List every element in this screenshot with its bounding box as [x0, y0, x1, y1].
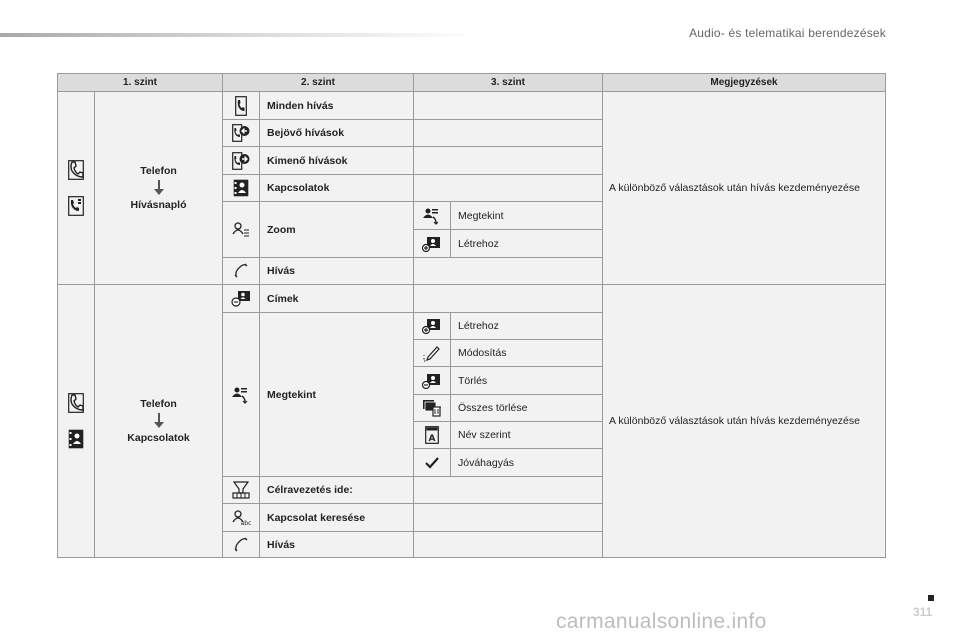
level3-delete-all: Összes törlése — [450, 394, 603, 422]
level3-edit: Módosítás — [450, 339, 603, 367]
create-icon-cell — [413, 312, 451, 340]
level1-telefon-label: Telefon — [140, 398, 177, 410]
column-header-level2: 2. szint — [222, 73, 414, 92]
edit-icon — [423, 344, 441, 362]
delete-all-icon-cell — [413, 394, 451, 422]
search-contact-icon-cell — [222, 503, 260, 532]
outgoing-calls-icon-cell — [222, 146, 260, 175]
level3-confirm: Jóváhagyás — [450, 448, 603, 477]
level3-empty — [413, 119, 603, 147]
view-contact-icon — [422, 207, 442, 225]
column-header-level3: 3. szint — [413, 73, 603, 92]
page-number: 311 — [913, 605, 933, 619]
addresses-icon-cell — [222, 284, 260, 313]
level2-navigate-to: Célravezetés ide: — [259, 476, 414, 504]
level2-outgoing-calls: Kimenő hívások — [259, 146, 414, 175]
delete-icon-cell — [413, 366, 451, 395]
view-icon-cell — [413, 201, 451, 230]
level1-labels-section1 — [94, 91, 223, 285]
level1-kapcsolatok-label: Kapcsolatok — [127, 432, 190, 444]
contacts-icon — [68, 429, 84, 449]
edit-icon-cell — [413, 339, 451, 367]
level1-hivasnaplo-label: Hívásnapló — [130, 199, 187, 211]
level1-labels-section2 — [94, 284, 223, 558]
incoming-calls-icon-cell — [222, 119, 260, 147]
level2-incoming-calls: Bejövő hívások — [259, 119, 414, 147]
svg-text:A: A — [428, 434, 436, 444]
down-arrow-icon — [154, 422, 164, 428]
delete-all-icon — [422, 399, 442, 417]
page-header-title: Audio- és telematikai berendezések — [689, 26, 886, 40]
menu-table — [57, 73, 886, 558]
create-contact-icon — [422, 318, 442, 334]
level3-empty — [413, 91, 603, 120]
contacts-icon — [233, 179, 249, 197]
header-rule — [0, 33, 480, 37]
down-arrow-line — [158, 180, 160, 189]
navigate-icon-cell — [222, 476, 260, 504]
level2-zoom: Zoom — [259, 201, 414, 258]
note-section2: A különböző választások után hívás kezdeményezése — [602, 284, 886, 558]
navigate-to-icon — [232, 481, 250, 499]
level3-empty — [413, 257, 603, 285]
level3-empty — [413, 284, 603, 313]
level2-contacts: Kapcsolatok — [259, 174, 414, 202]
all-calls-icon-cell — [222, 91, 260, 120]
column-header-notes: Megjegyzések — [602, 73, 886, 92]
level1-icons-section1 — [57, 91, 95, 285]
level2-view-contacts: Megtekint — [259, 312, 414, 477]
sort-by-name-icon — [425, 426, 439, 444]
down-arrow-icon — [154, 189, 164, 195]
delete-contact-icon — [422, 373, 442, 389]
check-icon — [425, 457, 439, 469]
level2-call: Hívás — [259, 257, 414, 285]
call-icon — [233, 263, 249, 279]
level3-empty — [413, 174, 603, 202]
call-icon — [233, 537, 249, 553]
level3-empty — [413, 476, 603, 504]
level1-icons-section2 — [57, 284, 95, 558]
view-contact-icon — [231, 386, 251, 404]
create-icon-cell — [413, 229, 451, 258]
level3-empty — [413, 531, 603, 558]
contacts-icon-cell — [222, 174, 260, 202]
level3-sort-by-name: Név szerint — [450, 421, 603, 449]
call-log-icon — [68, 196, 84, 216]
phone-icon — [68, 160, 84, 180]
svg-text:abc: abc — [240, 519, 251, 527]
phone-icon — [68, 393, 84, 413]
level3-create: Létrehoz — [450, 312, 603, 340]
search-contact-icon — [231, 509, 251, 527]
note-section1: A különböző választások után hívás kezdeményezése — [602, 91, 886, 285]
column-header-level1: 1. szint — [57, 73, 223, 92]
incoming-calls-icon — [232, 124, 250, 142]
level3-delete: Törlés — [450, 366, 603, 395]
level3-empty — [413, 503, 603, 532]
confirm-icon-cell — [413, 448, 451, 477]
level2-search-contact: Kapcsolat keresése — [259, 503, 414, 532]
level2-call: Hívás — [259, 531, 414, 558]
call-icon-cell — [222, 531, 260, 558]
view-contacts-icon-cell — [222, 312, 260, 477]
level3-view: Megtekint — [450, 201, 603, 230]
level3-empty — [413, 146, 603, 175]
level3-create: Létrehoz — [450, 229, 603, 258]
level1-telefon-label: Telefon — [140, 165, 177, 177]
addresses-icon — [231, 290, 251, 308]
sort-by-name-icon-cell — [413, 421, 451, 449]
zoom-icon — [232, 221, 250, 239]
level2-all-calls: Minden hívás — [259, 91, 414, 120]
page-marker — [928, 595, 934, 601]
watermark: carmanualsonline.info — [556, 610, 767, 633]
create-contact-icon — [422, 236, 442, 252]
down-arrow-line — [158, 413, 160, 422]
level2-addresses: Címek — [259, 284, 414, 313]
zoom-icon-cell — [222, 201, 260, 258]
outgoing-calls-icon — [232, 152, 250, 170]
call-icon-cell — [222, 257, 260, 285]
all-calls-icon — [235, 96, 247, 116]
